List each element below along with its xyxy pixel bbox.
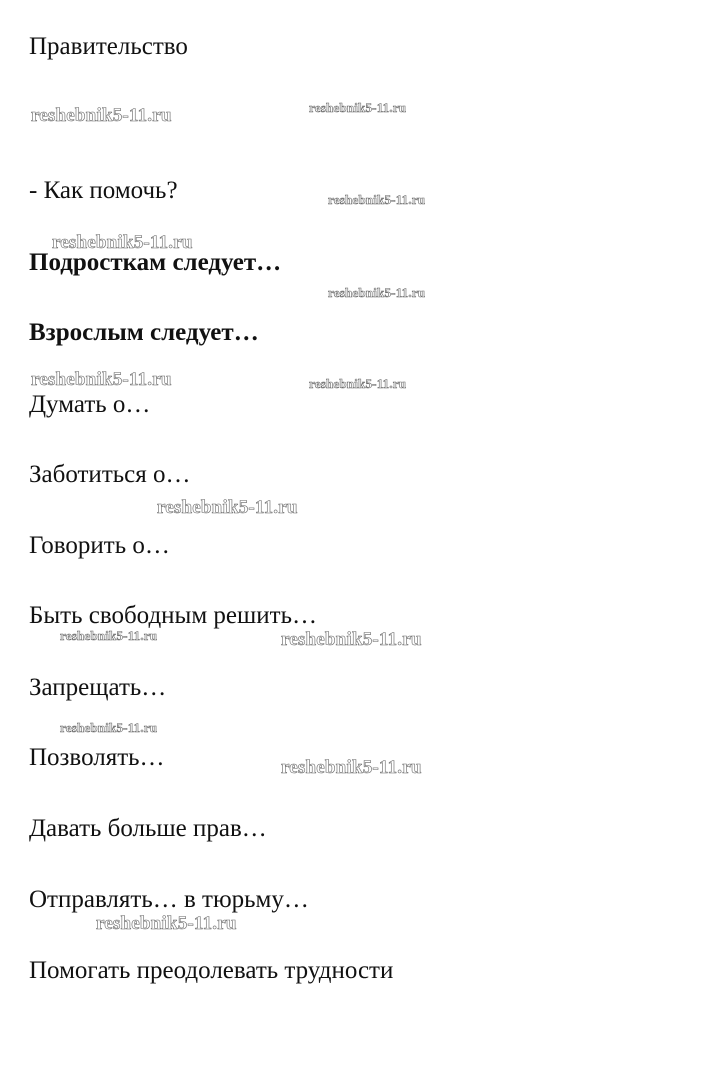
line-government: Правительство [29, 33, 188, 60]
line-send-to-prison: Отправлять… в тюрьму… [29, 886, 309, 913]
watermark: reshebnik5-11.ru [31, 105, 172, 126]
watermark: reshebnik5-11.ru [309, 376, 407, 391]
line-how-to-help: - Как помочь? [29, 177, 178, 204]
line-be-free-to-decide: Быть свободным решить… [29, 602, 317, 629]
watermark: reshebnik5-11.ru [52, 232, 193, 253]
watermark: reshebnik5-11.ru [96, 913, 237, 934]
watermark: reshebnik5-11.ru [328, 192, 426, 207]
line-think-about: Думать о… [29, 391, 151, 418]
watermark: reshebnik5-11.ru [328, 285, 426, 300]
line-allow: Позволять… [29, 744, 165, 771]
line-help-overcome: Помогать преодолевать трудности [29, 957, 394, 984]
line-give-more-rights: Давать больше прав… [29, 815, 267, 842]
line-adults-should: Взрослым следует… [29, 319, 259, 346]
watermark: reshebnik5-11.ru [281, 757, 422, 778]
watermark: reshebnik5-11.ru [31, 369, 172, 390]
watermark: reshebnik5-11.ru [309, 100, 407, 115]
watermark: reshebnik5-11.ru [60, 628, 158, 643]
watermark: reshebnik5-11.ru [60, 720, 158, 735]
watermark: reshebnik5-11.ru [281, 629, 422, 650]
line-teens-should: Подросткам следует… [29, 249, 282, 276]
line-care-about: Заботиться о… [29, 461, 191, 488]
line-forbid: Запрещать… [29, 674, 167, 701]
line-talk-about: Говорить о… [29, 532, 170, 559]
watermark: reshebnik5-11.ru [157, 497, 298, 518]
